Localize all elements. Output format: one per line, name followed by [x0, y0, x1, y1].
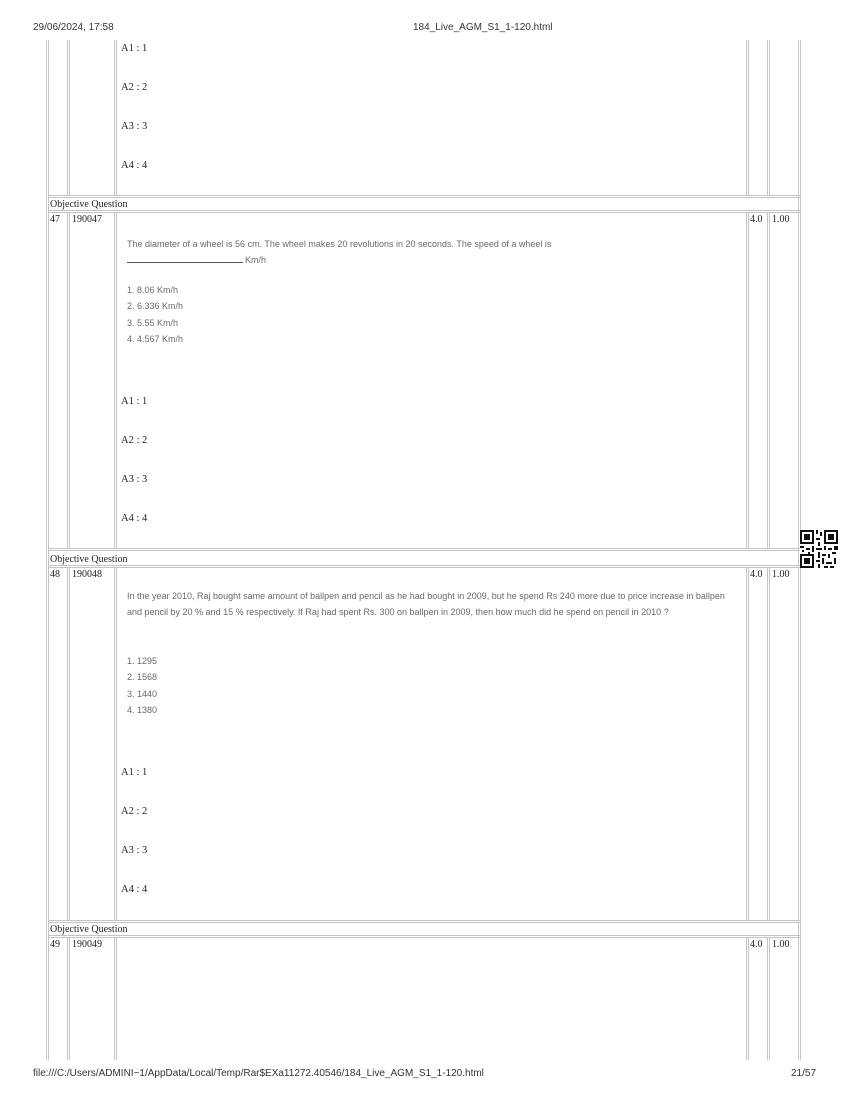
negative-marks: 1.00 — [772, 214, 790, 225]
option-item: 1. 8.06 Km/h — [127, 285, 179, 295]
question-marks: 4.0 — [750, 214, 763, 225]
question-number: 48 — [50, 569, 60, 580]
answer-option: A4 : 4 — [121, 160, 148, 171]
question-text-line: The diameter of a wheel is 56 cm. The wheel makes 20 revolutions in 20 seconds. The speed of a wheel is — [127, 239, 552, 249]
question-marks: 4.0 — [750, 939, 763, 950]
answer-option: A4 : 4 — [121, 884, 148, 895]
option-item: 3. 1440 — [127, 689, 158, 699]
option-item: 1. 1295 — [127, 656, 158, 666]
answer-option: A1 : 1 — [121, 767, 148, 778]
blank-line — [127, 262, 243, 263]
negative-marks: 1.00 — [772, 569, 790, 580]
option-item: 4. 4.567 Km/h — [127, 334, 184, 344]
answer-option: A3 : 3 — [121, 121, 148, 132]
answer-option: A3 : 3 — [121, 845, 148, 856]
answer-option: A4 : 4 — [121, 513, 148, 524]
question-number: 49 — [50, 939, 60, 950]
question-id: 190048 — [72, 569, 102, 580]
option-item: 4. 1380 — [127, 705, 158, 715]
file-path: file:///C:/Users/ADMINI~1/AppData/Local/Temp/Rar$EXa11272.40546/184_Live_AGM_S1_1-120.html — [33, 1068, 484, 1079]
question-id: 190049 — [72, 939, 102, 950]
question-number: 47 — [50, 214, 60, 225]
option-item: 2. 6.336 Km/h — [127, 301, 184, 311]
page-number: 21/57 — [791, 1068, 817, 1079]
document-title: 184_Live_AGM_S1_1-120.html — [413, 22, 553, 33]
qr-code-icon — [800, 530, 838, 568]
option-item: 3. 5.55 Km/h — [127, 318, 179, 328]
question-id: 190047 — [72, 214, 102, 225]
question-text — [127, 236, 739, 268]
question-marks: 4.0 — [750, 569, 763, 580]
answer-option: A1 : 1 — [121, 43, 148, 54]
section-label: Objective Question — [50, 554, 128, 565]
question-text: In the year 2010, Raj bought same amount of ballpen and pencil as he had bought in 2009, but he spend Rs 240 more due to price increase in ballpen and pencil by 20 % and 15 % respectively. If Raj had spent Rs. 300 on ballpen in 2009, then how much did he spend on pencil in 2010 ? — [127, 591, 725, 617]
section-label: Objective Question — [50, 199, 128, 210]
answer-option: A3 : 3 — [121, 474, 148, 485]
answer-option: A1 : 1 — [121, 396, 148, 407]
print-datetime: 29/06/2024, 17:58 — [33, 22, 114, 33]
answer-option: A2 : 2 — [121, 806, 148, 817]
question-text-line-2 — [127, 252, 739, 268]
answer-option: A2 : 2 — [121, 82, 148, 93]
answer-option: A2 : 2 — [121, 435, 148, 446]
negative-marks: 1.00 — [772, 939, 790, 950]
unit-label: Km/h — [245, 255, 267, 265]
option-item: 2. 1568 — [127, 672, 158, 682]
section-label: Objective Question — [50, 924, 128, 935]
